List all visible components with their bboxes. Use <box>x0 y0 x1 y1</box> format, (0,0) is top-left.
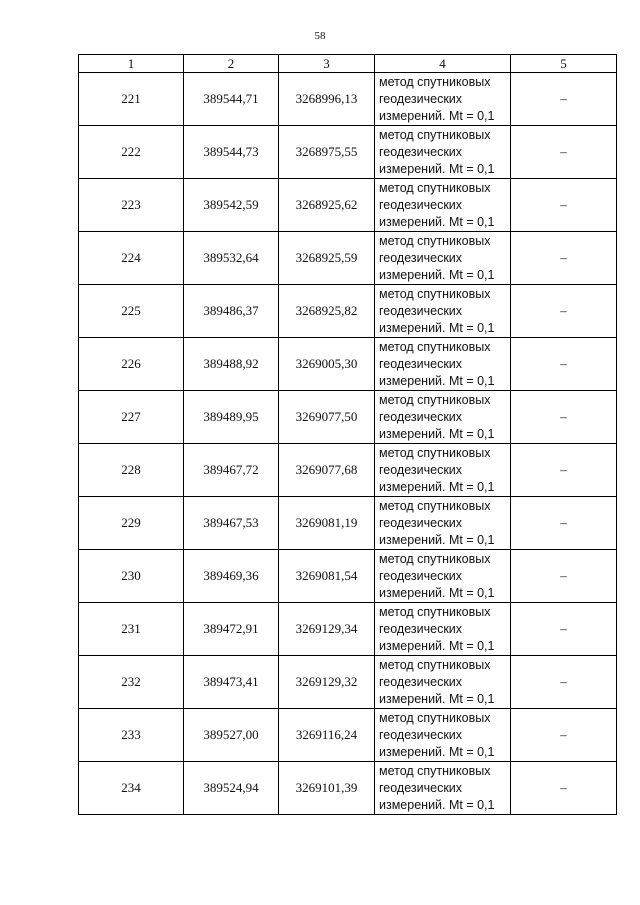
x-coordinate-cell: 389489,95 <box>184 391 279 444</box>
method-text-line: измерений. Mt = 0,1 <box>379 691 495 706</box>
table-row <box>79 709 617 762</box>
method-cell <box>375 656 511 709</box>
x-coordinate-cell: 389473,41 <box>184 656 279 709</box>
y-coordinate-cell: 3268925,82 <box>279 285 375 338</box>
method-text-line: метод спутниковых <box>379 710 491 725</box>
method-text-line: геодезических <box>379 144 463 159</box>
y-coordinate-cell: 3269101,39 <box>279 762 375 815</box>
point-number-cell: 230 <box>79 550 184 603</box>
method-cell <box>375 232 511 285</box>
y-coordinate-cell: 3268975,55 <box>279 126 375 179</box>
method-cell <box>375 338 511 391</box>
table-row <box>79 338 617 391</box>
method-text-line: метод спутниковых <box>379 498 491 513</box>
method-cell <box>375 444 511 497</box>
page-number: 58 <box>314 30 326 42</box>
note-cell: – <box>511 179 617 232</box>
method-text-line: метод спутниковых <box>379 233 491 248</box>
method-cell <box>375 497 511 550</box>
note-cell: – <box>511 762 617 815</box>
x-coordinate-cell: 389467,72 <box>184 444 279 497</box>
point-number-cell: 221 <box>79 73 184 126</box>
point-number-cell: 228 <box>79 444 184 497</box>
method-cell <box>375 126 511 179</box>
x-coordinate-cell: 389542,59 <box>184 179 279 232</box>
method-cell <box>375 285 511 338</box>
note-cell: – <box>511 285 617 338</box>
point-number-cell: 225 <box>79 285 184 338</box>
method-text-line: метод спутниковых <box>379 286 491 301</box>
note-cell: – <box>511 497 617 550</box>
x-coordinate-cell: 389527,00 <box>184 709 279 762</box>
point-number-cell: 229 <box>79 497 184 550</box>
method-text-line: измерений. Mt = 0,1 <box>379 161 495 176</box>
y-coordinate-cell: 3269081,19 <box>279 497 375 550</box>
header-col-2: 2 <box>184 55 279 73</box>
method-text-line: метод спутниковых <box>379 445 491 460</box>
method-text-line: метод спутниковых <box>379 657 491 672</box>
y-coordinate-cell: 3269116,24 <box>279 709 375 762</box>
header-col-1: 1 <box>79 55 184 73</box>
table-header <box>79 55 617 73</box>
point-number-cell: 226 <box>79 338 184 391</box>
note-cell: – <box>511 232 617 285</box>
y-coordinate-cell: 3269129,32 <box>279 656 375 709</box>
table-row <box>79 126 617 179</box>
table-row <box>79 391 617 444</box>
x-coordinate-cell: 389544,71 <box>184 73 279 126</box>
method-cell <box>375 709 511 762</box>
method-cell <box>375 762 511 815</box>
header-row <box>79 55 617 73</box>
header-col-5: 5 <box>511 55 617 73</box>
point-number-cell: 227 <box>79 391 184 444</box>
y-coordinate-cell: 3269077,50 <box>279 391 375 444</box>
x-coordinate-cell: 389469,36 <box>184 550 279 603</box>
method-text-line: геодезических <box>379 250 463 265</box>
y-coordinate-cell: 3269005,30 <box>279 338 375 391</box>
method-text-line: геодезических <box>379 303 463 318</box>
header-col-4: 4 <box>375 55 511 73</box>
method-cell <box>375 550 511 603</box>
table-row <box>79 444 617 497</box>
method-text-line: измерений. Mt = 0,1 <box>379 744 495 759</box>
method-cell <box>375 603 511 656</box>
note-cell: – <box>511 73 617 126</box>
table-row <box>79 550 617 603</box>
x-coordinate-cell: 389544,73 <box>184 126 279 179</box>
table-row <box>79 603 617 656</box>
method-text-line: измерений. Mt = 0,1 <box>379 479 495 494</box>
method-text-line: измерений. Mt = 0,1 <box>379 585 495 600</box>
method-text-line: геодезических <box>379 515 463 530</box>
method-text-line: геодезических <box>379 91 463 106</box>
method-text-line: геодезических <box>379 568 463 583</box>
table-row <box>79 179 617 232</box>
method-text-line: геодезических <box>379 409 463 424</box>
y-coordinate-cell: 3269129,34 <box>279 603 375 656</box>
table-row <box>79 656 617 709</box>
method-text-line: измерений. Mt = 0,1 <box>379 373 495 388</box>
method-text-line: метод спутниковых <box>379 74 491 89</box>
method-text-line: метод спутниковых <box>379 339 491 354</box>
note-cell: – <box>511 603 617 656</box>
method-cell <box>375 73 511 126</box>
method-text-line: метод спутниковых <box>379 127 491 142</box>
point-number-cell: 232 <box>79 656 184 709</box>
method-text-line: геодезических <box>379 674 463 689</box>
x-coordinate-cell: 389488,92 <box>184 338 279 391</box>
method-text-line: метод спутниковых <box>379 392 491 407</box>
table-row <box>79 285 617 338</box>
coordinates-table <box>78 54 617 815</box>
y-coordinate-cell: 3268925,59 <box>279 232 375 285</box>
method-text-line: метод спутниковых <box>379 763 491 778</box>
note-cell: – <box>511 656 617 709</box>
y-coordinate-cell: 3269081,54 <box>279 550 375 603</box>
method-text-line: измерений. Mt = 0,1 <box>379 214 495 229</box>
method-text-line: измерений. Mt = 0,1 <box>379 797 495 812</box>
method-text-line: измерений. Mt = 0,1 <box>379 532 495 547</box>
y-coordinate-cell: 3269077,68 <box>279 444 375 497</box>
note-cell: – <box>511 709 617 762</box>
note-cell: – <box>511 444 617 497</box>
x-coordinate-cell: 389486,37 <box>184 285 279 338</box>
note-cell: – <box>511 338 617 391</box>
method-text-line: геодезических <box>379 356 463 371</box>
method-text-line: измерений. Mt = 0,1 <box>379 320 495 335</box>
table-row <box>79 497 617 550</box>
method-text-line: геодезических <box>379 621 463 636</box>
point-number-cell: 231 <box>79 603 184 656</box>
method-text-line: измерений. Mt = 0,1 <box>379 267 495 282</box>
method-cell <box>375 179 511 232</box>
point-number-cell: 233 <box>79 709 184 762</box>
note-cell: – <box>511 550 617 603</box>
header-col-3: 3 <box>279 55 375 73</box>
y-coordinate-cell: 3268996,13 <box>279 73 375 126</box>
method-cell <box>375 391 511 444</box>
method-text-line: геодезических <box>379 780 463 795</box>
method-text-line: измерений. Mt = 0,1 <box>379 426 495 441</box>
table-row <box>79 762 617 815</box>
table-body <box>79 73 617 815</box>
method-text-line: метод спутниковых <box>379 180 491 195</box>
point-number-cell: 222 <box>79 126 184 179</box>
method-text-line: метод спутниковых <box>379 551 491 566</box>
method-text-line: метод спутниковых <box>379 604 491 619</box>
table-row <box>79 73 617 126</box>
method-text-line: геодезических <box>379 462 463 477</box>
note-cell: – <box>511 391 617 444</box>
x-coordinate-cell: 389467,53 <box>184 497 279 550</box>
method-text-line: измерений. Mt = 0,1 <box>379 638 495 653</box>
method-text-line: измерений. Mt = 0,1 <box>379 108 495 123</box>
method-text-line: геодезических <box>379 197 463 212</box>
note-cell: – <box>511 126 617 179</box>
point-number-cell: 234 <box>79 762 184 815</box>
table-row <box>79 232 617 285</box>
point-number-cell: 224 <box>79 232 184 285</box>
y-coordinate-cell: 3268925,62 <box>279 179 375 232</box>
x-coordinate-cell: 389532,64 <box>184 232 279 285</box>
method-text-line: геодезических <box>379 727 463 742</box>
point-number-cell: 223 <box>79 179 184 232</box>
x-coordinate-cell: 389472,91 <box>184 603 279 656</box>
x-coordinate-cell: 389524,94 <box>184 762 279 815</box>
